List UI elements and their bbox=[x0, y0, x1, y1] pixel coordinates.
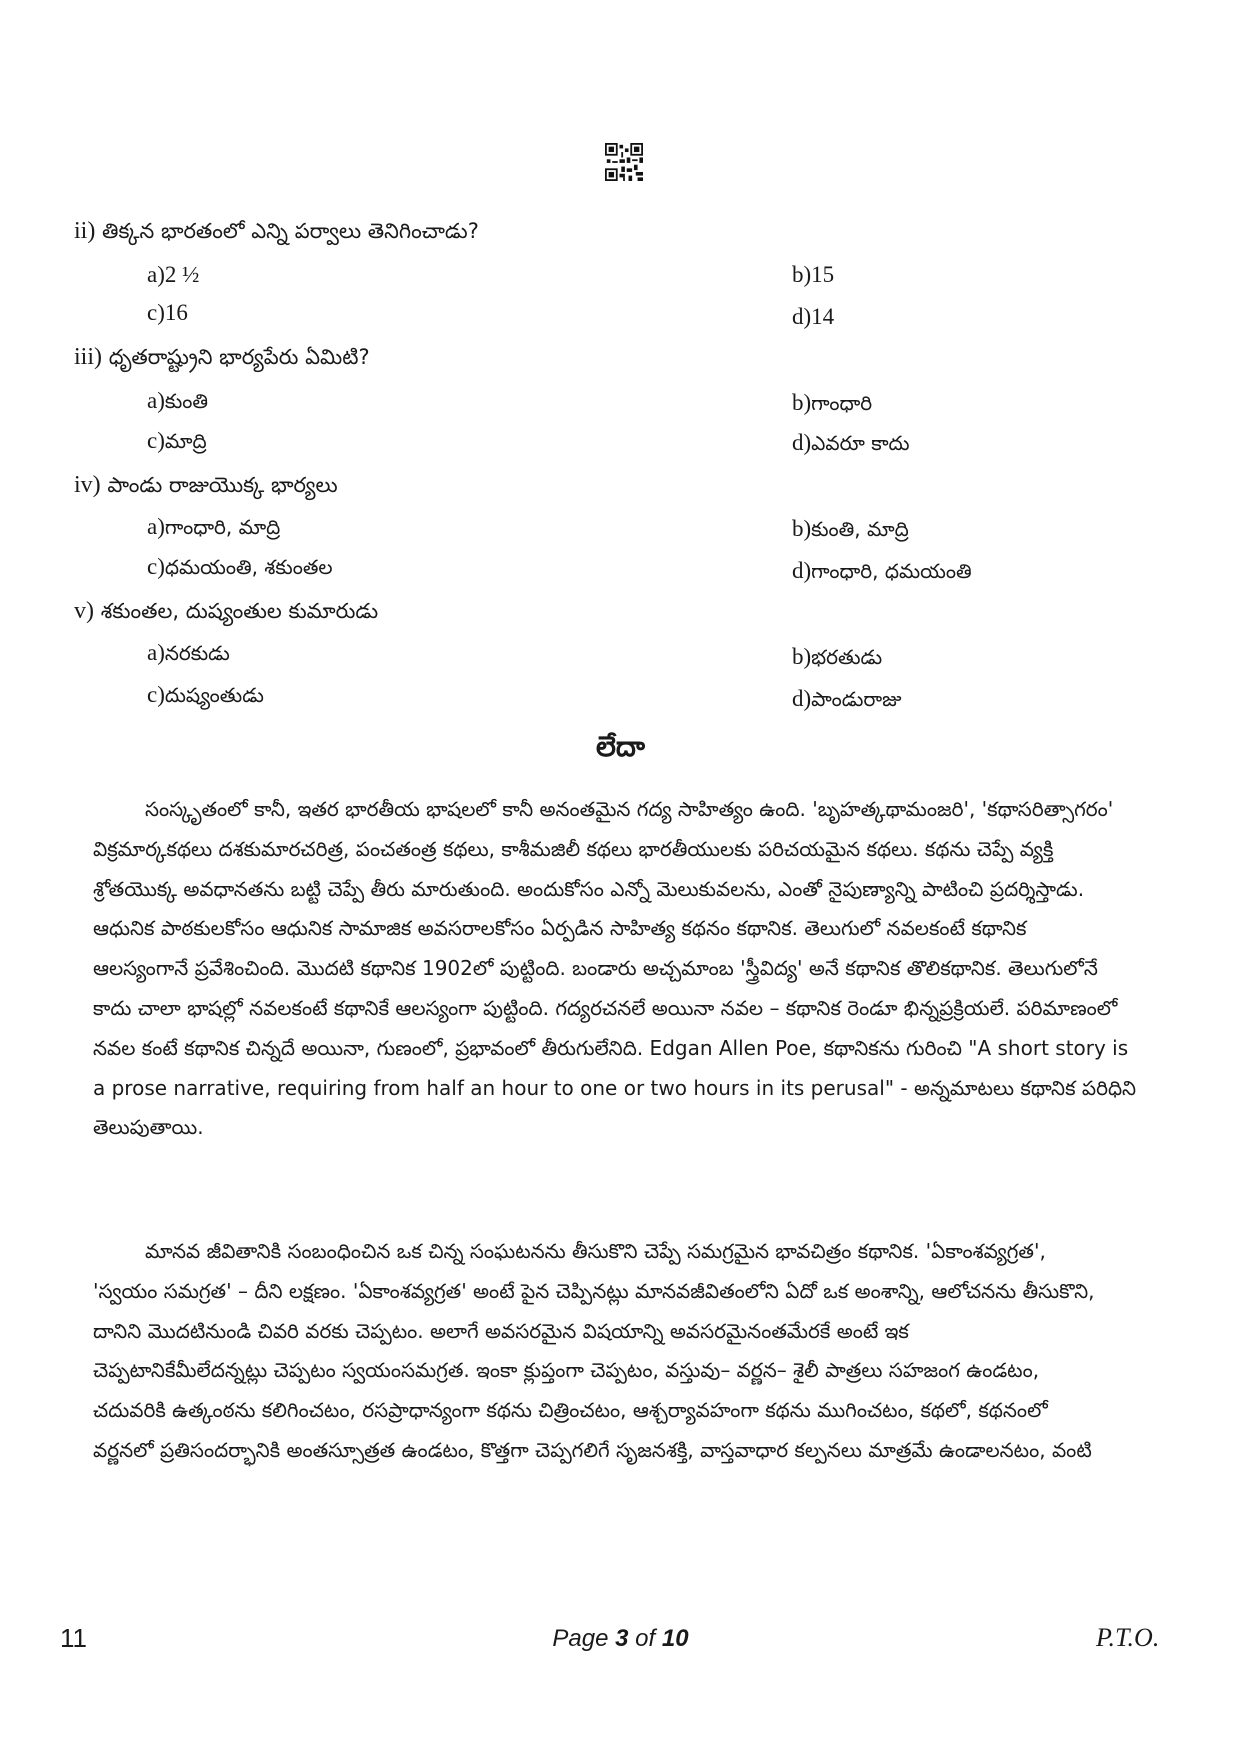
text-line: చదువరికి ఉత్కంఠను కలిగించటం, రసప్రాధాన్యంగా కథను చిత్రించటం, ఆశ్చర్యావహంగా కథను ముగించటం, కథలో, కథనంలో bbox=[93, 1398, 1048, 1423]
question-number: ii) bbox=[74, 218, 96, 244]
question-number: iv) bbox=[74, 472, 101, 498]
question-3 bbox=[74, 344, 370, 375]
question-5 bbox=[74, 598, 378, 629]
text-line: మానవ జీవితానికి సంబంధించిన ఒక చిన్న సంఘటనను తీసుకొని చెప్పే సమగ్రమైన భావచిత్రం కథానిక. 'ఏకాంశవ్యగ్రత', bbox=[145, 1239, 1046, 1263]
section-separator: లేదా bbox=[596, 730, 645, 763]
question-text: శకుంతల, దుష్యంతుల కుమారుడు bbox=[100, 599, 379, 623]
text-line: 'స్వయం సమగ్రత' – దీని లక్షణం. 'ఏకాంశవ్యగ్రత' అంటే పైన చెప్పినట్లు మానవజీవితంలోని ఏదో ఒక అంశాన్ని, ఆలోచనను తీసుకొని, bbox=[93, 1278, 1095, 1303]
option-d: d)14 bbox=[792, 304, 835, 329]
option-c: c)దుష్యంతుడు bbox=[147, 682, 264, 707]
text-line: చెప్పటానికేమీలేదన్నట్లు చెప్పటం స్వయంసమగ్రత. ఇంకా క్లుప్తంగా చెప్పటం, వస్తువు– వర్ణన– శైలీ పాత్రలు సహజంగ ఉండటం, bbox=[93, 1358, 1040, 1383]
text-line: విక్రమార్కకథలు దశకుమారచరిత్ర, పంచతంత్ర కథలు, కాశీమజిలీ కథలు భారతీయులకు పరిచయమైన కథలు. కథను చెప్పే వ్యక్తి bbox=[93, 836, 1054, 861]
option-a: a)నరకుడు bbox=[147, 640, 230, 665]
text-line: ఆధునిక పాఠకులకోసం ఆధునిక సామాజిక అవసరాలకోసం ఏర్పడిన సాహిత్య కథనం కథానిక. తెలుగులో నవలకంటే కథానిక bbox=[93, 916, 1027, 941]
text-line: శ్రోతయొక్క అవధానతను బట్టి చెప్పే తీరు మారుతుంది. అందుకోసం ఎన్నో మెలుకువలను, ఎంతో నైపుణ్యాన్ని పాటించి ప్రదర్శిస్తాడు. bbox=[93, 876, 1085, 901]
qr-code-icon bbox=[605, 143, 643, 181]
option-b: b)భరతుడు bbox=[792, 644, 883, 669]
text-line: వర్ణనలో ప్రతిసందర్భానికి అంతస్సూత్రత ఉండటం, కొత్తగా చెప్పగలిగే సృజనశక్తి, వాస్తవాధార కల్పనలు మాత్రమే ఉండాలనటం, వంటి bbox=[93, 1437, 1092, 1462]
question-text: పాండు రాజుయొక్క భార్యలు bbox=[107, 473, 338, 497]
option-a: a)గాంధారి, మాద్రి bbox=[147, 514, 281, 539]
question-text: తిక్కన భారతంలో ఎన్ని పర్వాలు తెనిగించాడు? bbox=[102, 219, 479, 243]
text-line: ఆలస్యంగానే ప్రవేశించింది. మొదటి కథానిక 1902లో పుట్టింది. బండారు అచ్చమాంబ 'స్త్రీవిద్య' అనే కథానిక తొలికథానిక. తెలుగులోనే bbox=[93, 956, 1098, 981]
option-d: d)ఎవరూ కాదు bbox=[792, 430, 910, 455]
question-number: v) bbox=[74, 598, 94, 624]
option-b: b)గాంధారి bbox=[792, 390, 873, 415]
text-line: నవల కంటే కథానిక చిన్నదే అయినా, గుణంలో, ప్రభావంలో తీరుగులేనిది. Edgan Allen Poe, కథానికను గురించి "A short story is bbox=[93, 1035, 1129, 1060]
option-b: b)కుంతి, మాద్రి bbox=[792, 516, 909, 541]
please-turn-over: P.T.O. bbox=[1096, 1623, 1160, 1652]
page-number: Page 3 of 10 bbox=[552, 1625, 689, 1652]
question-number: iii) bbox=[74, 344, 102, 370]
paper-code: 11 bbox=[60, 1623, 87, 1653]
text-line: దానిని మొదటినుండి చివరి వరకు చెప్పటం. అలాగే అవసరమైన విషయాన్ని అవసరమైనంతమేరకే అంటే ఇక bbox=[93, 1318, 909, 1343]
option-c: c)16 bbox=[147, 300, 188, 325]
question-text: ధృతరాష్ట్రుని భార్యపేరు ఏమిటి? bbox=[108, 345, 370, 369]
question-4 bbox=[74, 472, 338, 503]
text-line: తెలుపుతాయి. bbox=[93, 1115, 204, 1140]
paragraph-2 bbox=[93, 1232, 1161, 1471]
option-c: c)మాద్రి bbox=[147, 428, 207, 453]
option-a: a)2 ½ bbox=[147, 262, 200, 287]
text-line: a prose narrative, requiring from half an hour to one or two hours in its perusal" - అన్నమాటలు కథానిక పరిధిని bbox=[93, 1075, 1137, 1100]
option-a: a)కుంతి bbox=[147, 388, 209, 413]
text-line: కాదు చాలా భాషల్లో నవలకంటే కథానికే ఆలస్యంగా పుట్టింది. గద్యరచనలే అయినా నవల – కథానిక రెండూ భిన్నప్రక్రియలే. పరిమాణంలో bbox=[93, 995, 1118, 1020]
option-d: d)పాండురాజు bbox=[792, 686, 902, 711]
option-d: d)గాంధారి, ధమయంతి bbox=[792, 558, 972, 583]
option-c: c)ధమయంతి, శకుంతల bbox=[147, 554, 333, 579]
text-line: సంస్కృతంలో కానీ, ఇతర భారతీయ భాషలలో కానీ అనంతమైన గద్య సాహిత్యం ఉంది. 'బృహత్కథామంజరి', 'కథాసరిత్సాగరం' bbox=[145, 797, 1114, 821]
option-b: b)15 bbox=[792, 262, 835, 287]
paragraph-1 bbox=[93, 790, 1161, 1148]
question-2 bbox=[74, 218, 479, 249]
